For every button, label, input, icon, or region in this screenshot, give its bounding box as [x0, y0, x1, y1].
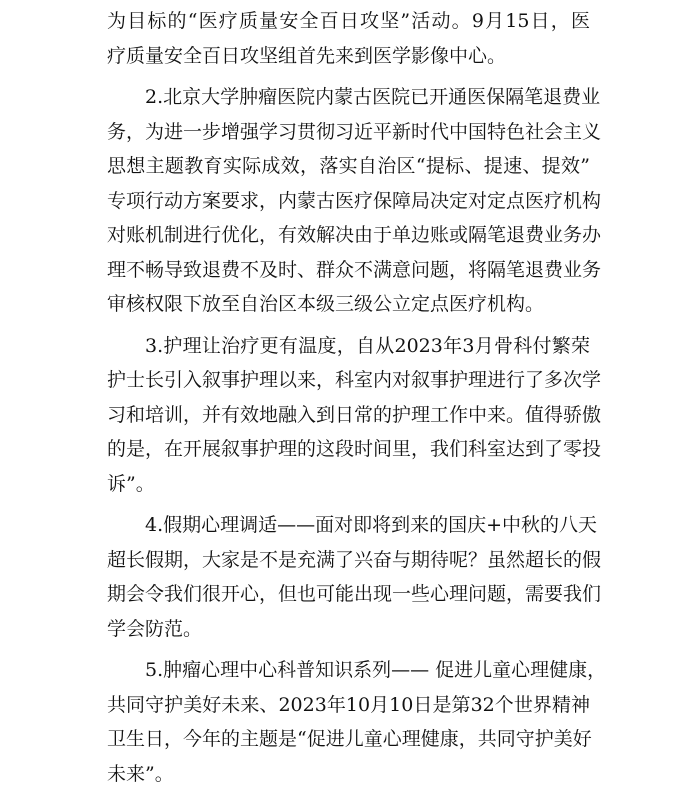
text-line: 学会防范。: [107, 617, 203, 640]
text-line: 理不畅导致退费不及时、群众不满意问题，将隔笔退费业务: [107, 258, 602, 281]
text-line: 审核权限下放至自治区本级三级公立定点医疗机构。: [107, 293, 545, 315]
text-line: 超长假期，大家是不是充满了兴奋与期待呢？虽然超长的假: [107, 548, 602, 571]
text-line: 疗质量安全百日攻坚组首先来到医学影像中心。: [107, 44, 507, 67]
text-line: 3.护理让治疗更有温度，自从2023年3月骨科付繁荣: [145, 334, 590, 357]
paragraph-holiday-psychology: [107, 508, 602, 646]
text-line: 思想主题教育实际成效，落实自治区“提标、提速、提效”: [107, 155, 590, 177]
paragraph-mental-health-day: [107, 653, 607, 791]
paragraph-narrative-nursing: [107, 329, 602, 502]
paragraph-insurance-refund: [107, 80, 602, 322]
paragraph-campaign-intro: [107, 4, 590, 73]
text-line: 诉”。: [107, 472, 155, 495]
text-line: 共同守护美好未来、2023年10月10日是第32个世界精神: [107, 693, 590, 716]
text-line: 对账机制进行优化，有效解决由于单边账或隔笔退费业务办: [107, 224, 602, 246]
text-line: 卫生日，今年的主题是“促进儿童心理健康，共同守护美好: [107, 728, 592, 750]
text-line: 期会令我们很开心，但也可能出现一些心理问题，需要我们: [107, 583, 602, 605]
text-line: 为目标的“医疗质量安全百日攻坚”活动。9月15日，医: [107, 10, 590, 32]
text-line: 护士长引入叙事护理以来，科室内对叙事护理进行了多次学: [107, 369, 602, 391]
text-line: 4.假期心理调适——面对即将到来的国庆+中秋的八天: [145, 514, 598, 536]
text-line: 2.北京大学肿瘤医院内蒙古医院已开通医保隔笔退费业: [145, 86, 601, 108]
text-line: 专项行动方案要求，内蒙古医疗保障局决定对定点医疗机构: [107, 189, 602, 212]
text-line: 务，为进一步增强学习贯彻习近平新时代中国特色社会主义: [107, 120, 602, 143]
text-line: 习和培训，并有效地融入到日常的护理工作中来。值得骄傲: [107, 403, 602, 426]
text-line: 5.肿瘤心理中心科普知识系列—— 促进儿童心理健康，: [145, 659, 607, 681]
text-line: 的是，在开展叙事护理的这段时间里，我们科室达到了零投: [107, 438, 602, 460]
text-line: 未来”。: [107, 762, 174, 785]
